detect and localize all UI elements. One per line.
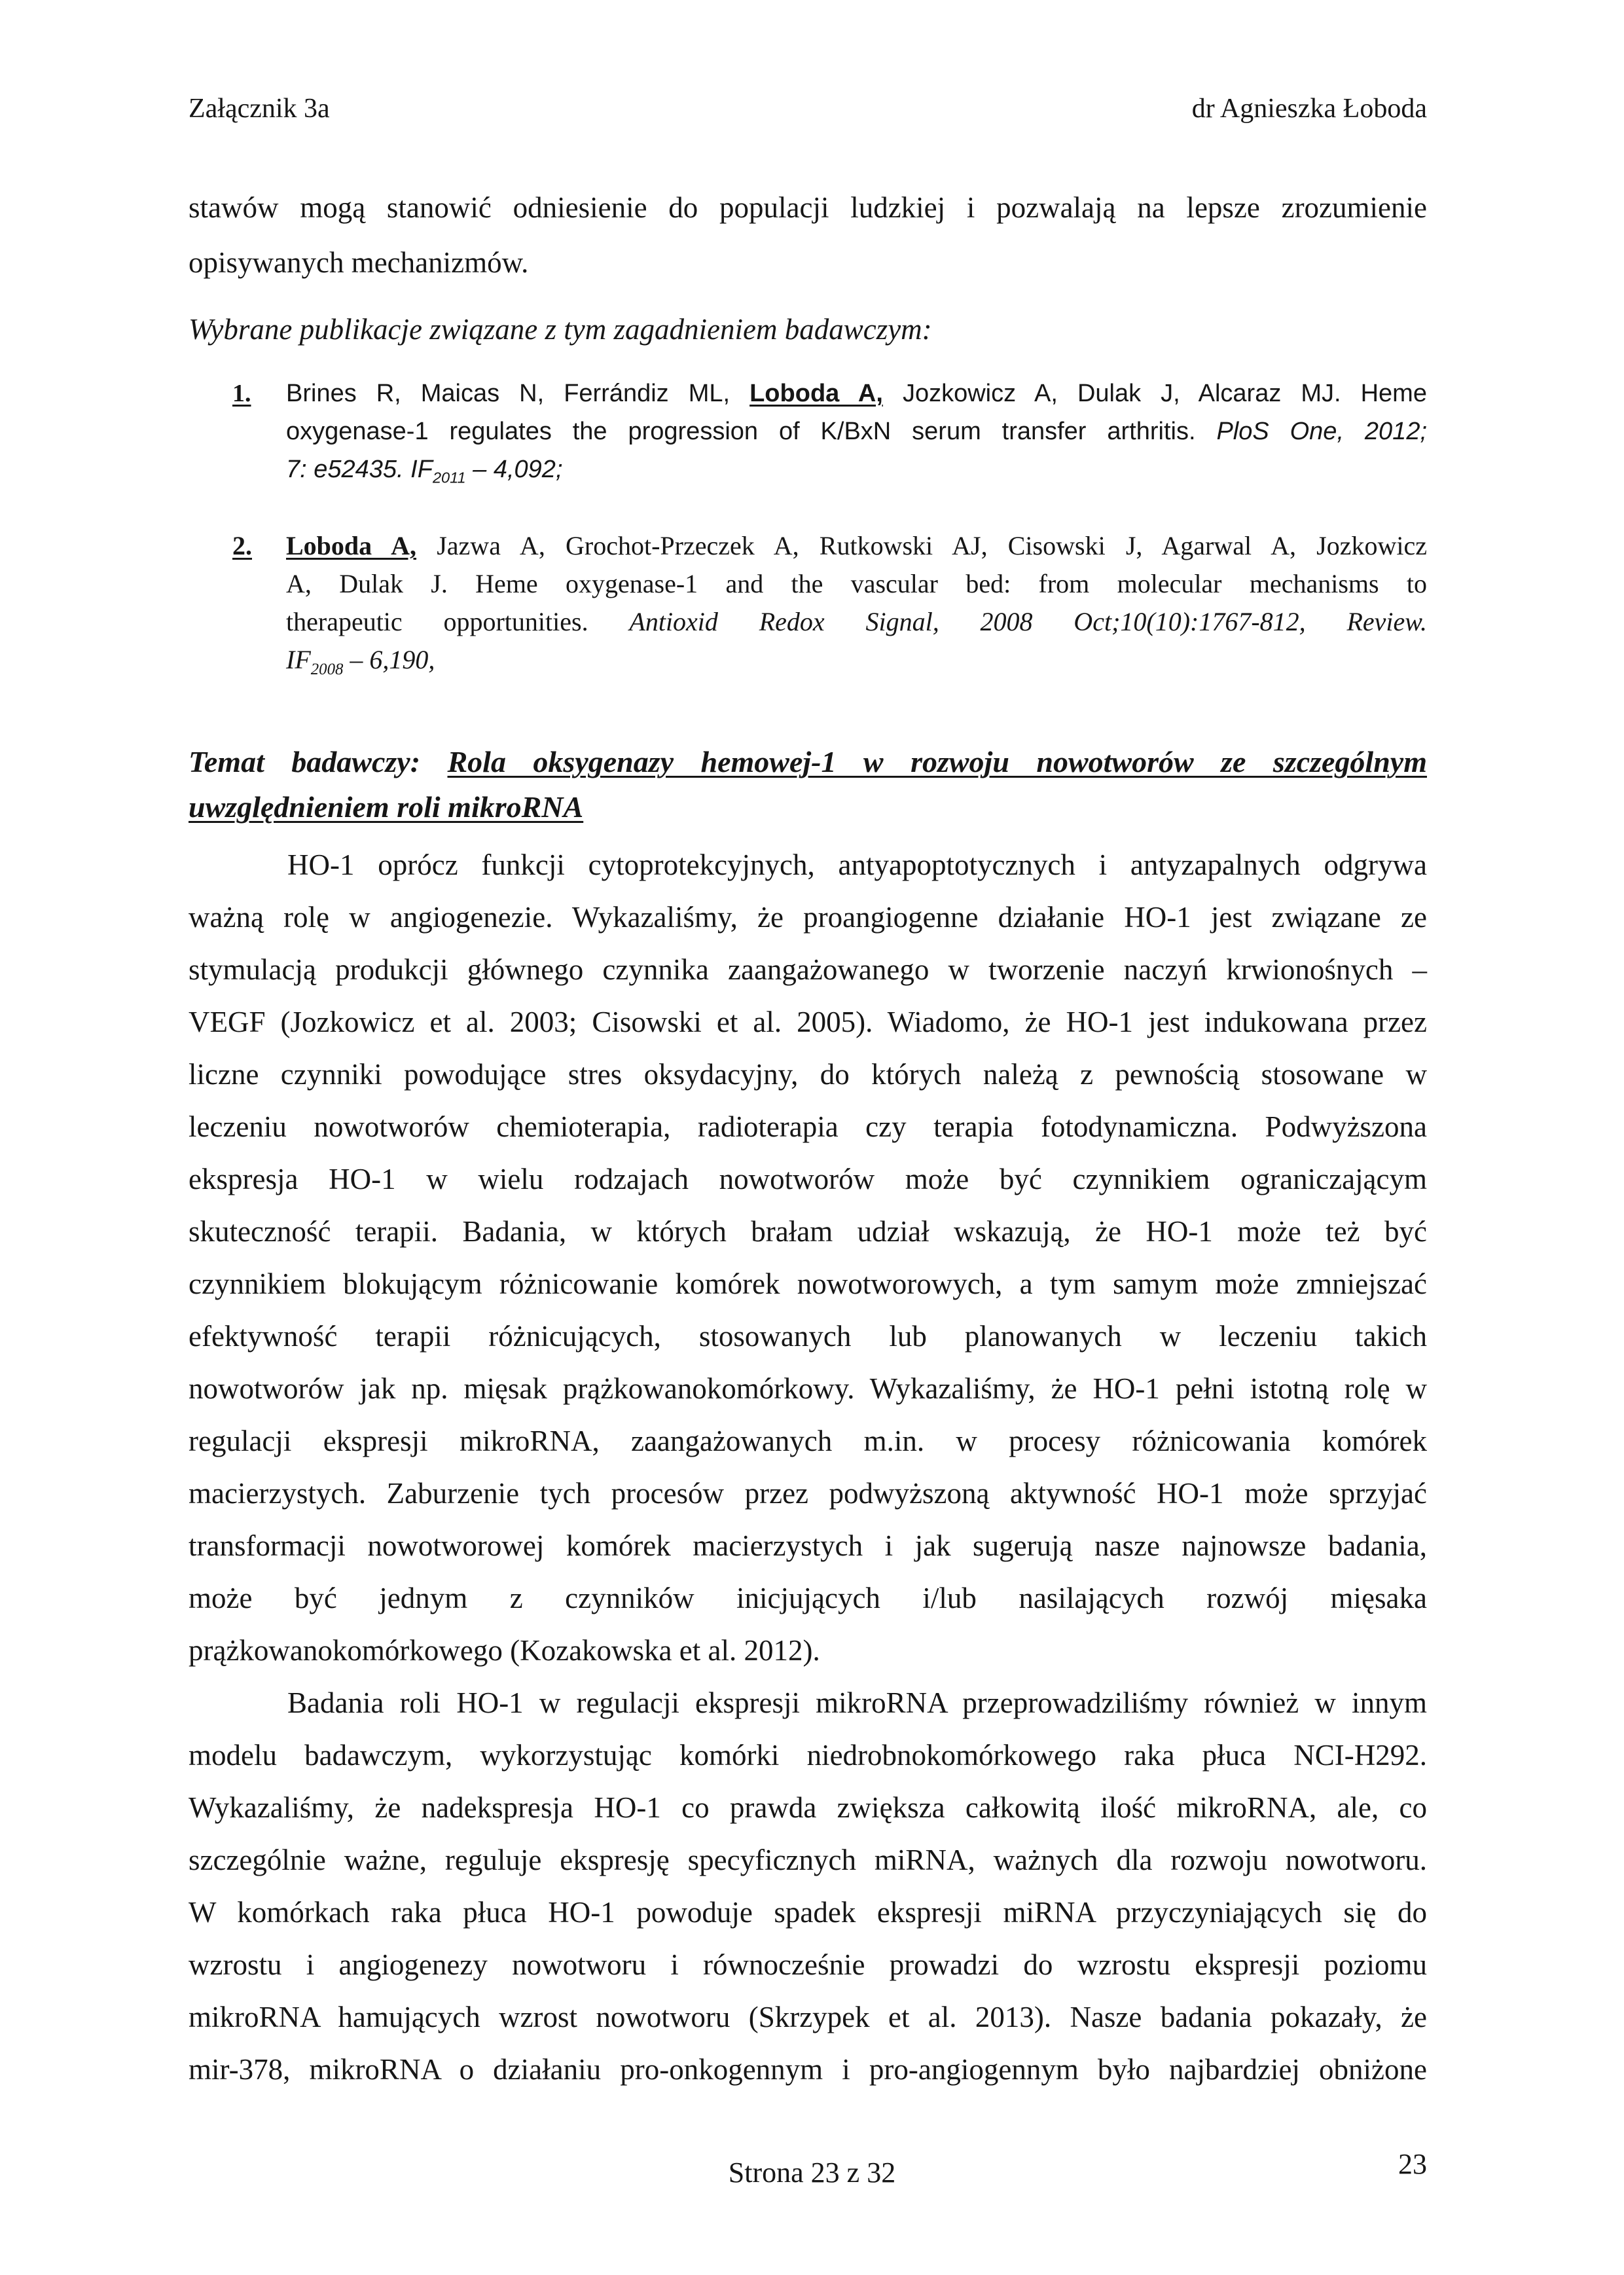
body-line: Wykazaliśmy, że nadekspresja HO-1 co prawda zwiększa całkowitą ilość mikroRNA, ale, co [189,1791,1427,1824]
publication-authors: Jozkowicz A, Dulak J, Alcaraz MJ. Heme [902,380,1427,407]
body-line: ekspresja HO-1 w wielu rodzajach nowotworów może być czynnikiem ograniczającym [189,1163,1427,1195]
publication-text [286,374,1427,488]
impact-factor-label: IF [410,456,433,483]
author-name: dr Agnieszka Łoboda [1191,94,1427,124]
publication-line: A, Dulak J. Heme oxygenase-1 and the vascular bed: from molecular mechanisms to [286,569,1427,598]
author-highlight: Loboda A, [286,531,417,560]
publication-authors: Brines R, Maicas N, Ferrándiz ML, [286,380,731,407]
topic-label: Temat badawczy: [189,745,421,778]
body-line: transformacji nowotworowej komórek macierzystych i jak sugerują nasze najnowsze badania, [189,1529,1427,1562]
topic-line [189,784,1427,829]
author-highlight: Loboda A, [749,380,883,407]
publication-line [286,603,1427,641]
body-line: nowotworów jak np. mięsak prążkowanokomórkowy. Wykazaliśmy, że HO-1 pełni istotną rolę w [189,1372,1427,1405]
impact-factor-value: – 6,190, [350,645,435,674]
body-line: W komórkach raka płuca HO-1 powoduje spadek ekspresji miRNA przyczyniających się do [189,1896,1427,1929]
journal-citation: 7: e52435. [286,456,404,483]
footer-page-number: 23 [1398,2148,1427,2180]
publication-line [286,412,1427,450]
body-line: liczne czynniki powodujące stres oksydacyjny, do których należą z pewnością stosowane w [189,1058,1427,1091]
publication-line [286,527,1427,565]
publication-line [286,450,1427,488]
appendix-label: Załącznik 3a [189,94,330,124]
topic-line [189,739,1427,784]
body-line: skuteczność terapii. Badania, w których brałam udział wskazują, że HO-1 może też być [189,1215,1427,1248]
topic-title: Rola oksygenazy hemowej-1 w rozwoju nowotworów ze szczególnym [447,745,1427,778]
publication-line [286,374,1427,412]
topic-heading [189,739,1427,829]
topic-title: uwzględnieniem roli mikroRNA [189,790,584,824]
body-line: leczeniu nowotworów chemioterapia, radioterapia czy terapia fotodynamiczna. Podwyższona [189,1110,1427,1143]
journal-citation: Antioxid Redox Signal, 2008 Oct;10(10):1767-812, Review. [629,607,1427,636]
body-paragraph [189,839,1427,1677]
intro-paragraph [189,180,1427,290]
impact-factor [410,456,466,486]
body-line: stymulacją produkcji głównego czynnika zaangażowanego w tworzenie naczyń krwionośnych – [189,953,1427,986]
body-line: mikroRNA hamujących wzrost nowotworu (Skrzypek et al. 2013). Nasze badania pokazały, że [189,2001,1427,2033]
publication-title: oxygenase-1 regulates the progression of K/BxN serum transfer arthritis. [286,418,1196,445]
body-text [189,839,1427,2096]
intro-line: stawów mogą stanowić odniesienie do populacji ludzkiej i pozwalają na lepsze zrozumienie [189,191,1427,224]
impact-factor-year: 2011 [432,469,466,486]
intro-line: opisywanych mechanizmów. [189,246,529,279]
body-line: prążkowanokomórkowego (Kozakowska et al. 2012). [189,1634,820,1667]
body-line: efektywność terapii różnicujących, stosowanych lub planowanych w leczeniu takich [189,1320,1427,1353]
impact-factor-year: 2008 [310,661,344,678]
publication-number: 2. [232,531,252,560]
body-line: VEGF (Jozkowicz et al. 2003; Cisowski et al. 2005). Wiadomo, że HO-1 jest indukowana przez [189,1006,1427,1038]
impact-factor-value: – 4,092; [473,456,563,483]
publications-heading: Wybrane publikacje związane z tym zagadnieniem badawczym: [189,313,932,346]
body-line: może być jednym z czynników inicjujących i/lub nasilających rozwój mięsaka [189,1582,1427,1614]
body-line: szczególnie ważne, reguluje ekspresję specyficznych miRNA, ważnych dla rozwoju nowotworu. [189,1844,1427,1876]
body-line: ważną rolę w angiogenezie. Wykazaliśmy, że proangiogenne działanie HO-1 jest związane ze [189,901,1427,934]
publication-text [286,527,1427,679]
body-line: Badania roli HO-1 w regulacji ekspresji mikroRNA przeprowadziliśmy również w innym [287,1686,1427,1719]
impact-factor-label: IF [286,645,311,674]
body-line: mir-378, mikroRNA o działaniu pro-onkogennym i pro-angiogennym było najbardziej obniżone [189,2053,1427,2086]
publication-authors: Jazwa A, Grochot-Przeczek A, Rutkowski AJ, Cisowski J, Agarwal A, Jozkowicz [437,531,1428,560]
page-header [189,90,1427,127]
footer-page-label: Strona 23 z 32 [728,2157,896,2189]
body-line: macierzystych. Zaburzenie tych procesów przez podwyższoną aktywność HO-1 może sprzyjać [189,1477,1427,1510]
body-line: regulacji ekspresji mikroRNA, zaangażowanych m.in. w procesy różnicowania komórek [189,1425,1427,1457]
publication-number: 1. [232,380,251,407]
publication-line [286,641,1427,679]
impact-factor [286,645,344,678]
body-line: wzrostu i angiogenezy nowotworu i równocześnie prowadzi do wzrostu ekspresji poziomu [189,1948,1427,1981]
body-line: modelu badawczym, wykorzystując komórki niedrobnokomórkowego raka płuca NCI-H292. [189,1739,1427,1772]
body-line: czynnikiem blokującym różnicowanie komórek nowotworowych, a tym samym może zmniejszać [189,1267,1427,1300]
publication-title: therapeutic opportunities. [286,607,588,636]
body-paragraph [189,1677,1427,2096]
body-line: HO-1 oprócz funkcji cytoprotekcyjnych, antyapoptotycznych i antyzapalnych odgrywa [287,848,1427,881]
journal-citation: PloS One, 2012; [1216,418,1428,445]
